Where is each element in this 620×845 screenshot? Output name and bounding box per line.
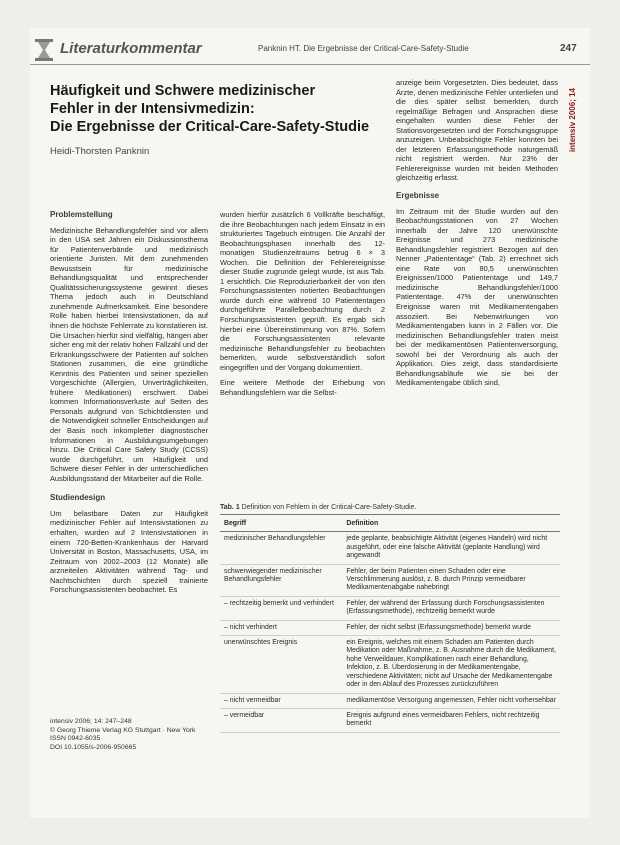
side-journal-label: intensiv 2006; 14 — [568, 88, 577, 153]
section-heading: Studiendesign — [50, 493, 106, 503]
page-header — [30, 38, 590, 64]
table-caption-text: Definition von Fehlern in der Critical-Care-Safety-Studie. — [241, 504, 417, 511]
text-column-2 — [220, 210, 385, 403]
table-cell-term: medizinischer Behandlungsfehler — [220, 532, 342, 564]
journal-reference — [50, 718, 210, 752]
table-cell-term: – vermeidbar — [220, 708, 342, 732]
journal-ref-line: © Georg Thieme Verlag KG Stuttgart · New York — [50, 726, 196, 734]
paragraph: Medizinische Behandlungsfehler sind vor allem in den USA seit Jahren ein Diskussionsthema für Patientenverbände und medizinisch orientierte Juristen. Mit dem zunehmenden Bewusstsein für medizinische Behandlungsqualität und entsprechender Qualitätssicherungssysteme gewinnt dieses Thema jedoch auch in Deutschland zunehmende Aufmerksamkeit. Eine besondere Rolle haben hierbei Intensivstationen, da auf ihnen die höchste Fehlerrate zu konstatieren ist. Die Ursachen hierfür sind vielfältig, hängen aber sicher eng mit der relativ hohen Fallzahl und der Erkrankungsschwere der Patienten auf solchen Stationen zusammen, die eine gründliche Kenntnis des Patienten und seiner speziellen Vorgeschichte (Allergien, Unverträglichkeiten, frühere Medikationen) erschwert. Dabei kommen Informationsverluste auf Seiten des Personals aufgrund von Schichtdiensten und die Notwendigkeit schneller Entscheidungen auf der Basis noch inkompletter diagnostischer Informationen in Ausbildungsumgebungen hinzu. Die Critical Care Safety Study (CCSS) wurde durchgeführt, um Häufigkeit und Schwere dieser Fehler in der unterschiedlichen Ausbildungsstand der Mitarbeiter auf die Rolle. — [50, 225, 208, 483]
table-cell-definition: jede geplante, beabsichtigte Aktivität (eigenes Handeln) wird nicht ausgeführt, oder eine falsche Aktivität (geplante Handlung) wird angewandt — [342, 532, 560, 564]
section-heading: Problemstellung — [50, 210, 113, 219]
text-column-1 — [50, 210, 208, 601]
table-cell-definition: Ereignis aufgrund eines vermeidbaren Fehlers, nicht rechtzeitig bemerkt — [342, 708, 560, 732]
table-header-cell: Begriff — [220, 517, 342, 532]
table-cell-term: – nicht verhindert — [220, 620, 342, 635]
table-cell-definition: Fehler, der nicht selbst (Erfassungsmethode) bemerkt wurde — [342, 620, 560, 635]
section-heading: Ergebnisse — [396, 191, 440, 201]
journal-ref-line: DOI 10.1055/s-2006-950665 — [50, 743, 137, 751]
hourglass-logo-icon — [32, 38, 56, 62]
table-cell-term: schwerwiegender medizinischer Behandlungsfehler — [220, 564, 342, 596]
table-caption-label: Tab. 1 — [220, 504, 240, 511]
definition-table — [220, 504, 560, 733]
table-cell-definition: Fehler, der beim Patienten einen Schaden oder eine Verschlimmerung auslöst, z. B. durch Prinzip vermeidbarer Medikamentenabgabe nahebringt — [342, 564, 560, 596]
paragraph: wurden hierfür zusätzlich 6 Vollkräfte beschäftigt, die ihre Beobachtungen nach jedem Einsatz in ein strukturiertes Tagebuch eintrugen. Die Anzahl der Beobachtungsphasen innerhalb des 12-monatigen Studienzeitraums betrug 6 × 3 Wochen. Die Definition der Fehlerereignisse dieser Studie zugrunde gelegt wurde, ist aus Tab. 1 ersichtlich. Die Reproduzierbarkeit der von den Forschungsassistenten notierten Beobachtungen wurde durch eine während 10 Patiententagen durchgeführte Parallelbeobachtung durch 2 Forschungsassistenten geprüft. Es ergab sich hierbei eine Übereinstimmung von 87%. Sofern die Forschungsassistenten relevante medizinische Behandlungsfehler zu beobachten bemerkten, wurde selbstverständlich sofort eingegriffen und der Vorgang dokumentiert. — [220, 210, 385, 372]
paragraph: anzeige beim Vorgesetzten. Dies bedeutet, dass Ärzte, denen medizinische Fehler unterliefen und die dies später selbst bemerkten, durch regelmäßige Befragen und Ansprachen diese eingehalten wurden diese Fehler der Stationsvorgesetzten und der Forschungsgruppe anzuzeigen. Unbeabsichtigte Fehler konnten bei der letzteren Erfassungsmethode naturgemäß nicht registriert werden. Nur 23% der Fehlerereignisse wurden mit beiden Methoden gleichzeitig erfasst. — [396, 78, 558, 183]
table-caption — [220, 504, 560, 515]
running-title: Panknin HT. Die Ergebnisse der Critical-Care-Safety-Studie — [258, 44, 469, 53]
table-row — [220, 636, 560, 693]
table-cell-term: – nicht vermeidbar — [220, 693, 342, 708]
article-title — [50, 82, 390, 136]
table-header-cell: Definition — [342, 517, 560, 532]
table-cell-definition: Fehler, der während der Erfassung durch Forschungsassistenten (Erfassungsmethode), rechtzeitig bemerkt wurde — [342, 596, 560, 620]
table-row — [220, 564, 560, 596]
table-cell-definition: medikamentöse Versorgung angemessen, Fehler nicht vorhersehbar — [342, 693, 560, 708]
paragraph: Im Zeitraum mit der Studie wurden auf den Beobachtungsstationen von 27 Wochen innerhalb der Jahre 120 unerwünschte Ereignisse und 273 medizinische Behandlungsfehler registriert. Bezogen auf den Nenner „Patiententage“ (Tab. 2) errechnet sich eine Rate von 80,5 unerwünschten Ereignissen/1000 Patiententage und 149,7 medizinische Behandlungsfehler/1000 Patiententage. 47% der unerwünschten Ereignisse waren mit Medikamentengaben assoziiert. Bei Nebenwirkungen von Medikamentengaben kann in 2 Fällen vor. Die medizinischen Behandlungsfehler traten meist bei der medikamentösen Patientenversorgung, sowohl bei der Verordnung als auch der Applikation. Dies zeigt, dass standardisierte Behandlungsabläufe wie sie bei der Medikamentengabe üblich sind, — [396, 206, 558, 388]
table-row — [220, 532, 560, 564]
title-line: Häufigkeit und Schwere medizinischer — [50, 83, 316, 99]
article-author: Heidi-Thorsten Panknin — [50, 146, 150, 157]
table-row — [220, 708, 560, 732]
header-divider — [30, 64, 590, 65]
table-cell-term: unerwünschtes Ereignis — [220, 636, 342, 693]
table-header-row — [220, 517, 560, 532]
paragraph: Um belastbare Daten zur Häufigkeit medizinischer Fehler auf Intensivstationen zu erhalten, wurden auf 2 Intensivstationen in einem 720-Betten-Krankenhaus der Harvard Universität in Boston, Massachusetts, USA, im Zeitraum von 2002–2003 (12 Monate) alle arzneiteilen Aktivitäten während Tag- und Nachtschichten durch speziell trainierte Forschungsassistenten beobachtet. Es — [50, 508, 208, 595]
table — [220, 517, 560, 733]
title-line: Fehler in der Intensivmedizin: — [50, 101, 255, 117]
table-row — [220, 693, 560, 708]
title-line: Die Ergebnisse der Critical-Care-Safety-Studie — [50, 119, 370, 135]
section-title: Literaturkommentar — [60, 40, 202, 57]
journal-ref-line: ISSN 0942-6035 — [50, 735, 101, 742]
page-number: 247 — [560, 43, 577, 54]
paragraph: Eine weitere Methode der Erhebung von Behandlungsfehlern war die Selbst- — [220, 378, 385, 397]
table-row — [220, 596, 560, 620]
table-row — [220, 620, 560, 635]
journal-page — [30, 28, 590, 818]
table-cell-definition: ein Ereignis, welches mit einem Schaden am Patienten durch Medikation oder Maßnahme, z. B. Ausnahme durch die Medikament, hohe Verweildauer, Komplikationen nach einer Behandlung, Infektion, z. B. Überdosierung in der Medikamentengabe, verschiedene Aktivitäten; nicht auf Ursache der Medikamentengabe oder in den Ablauf des Prozesses zurückzuführen — [342, 636, 560, 693]
journal-ref-line: intensiv 2006; 14: 247–248 — [50, 718, 132, 725]
text-column-3 — [396, 78, 558, 394]
table-cell-term: – rechtzeitig bemerkt und verhindert — [220, 596, 342, 620]
